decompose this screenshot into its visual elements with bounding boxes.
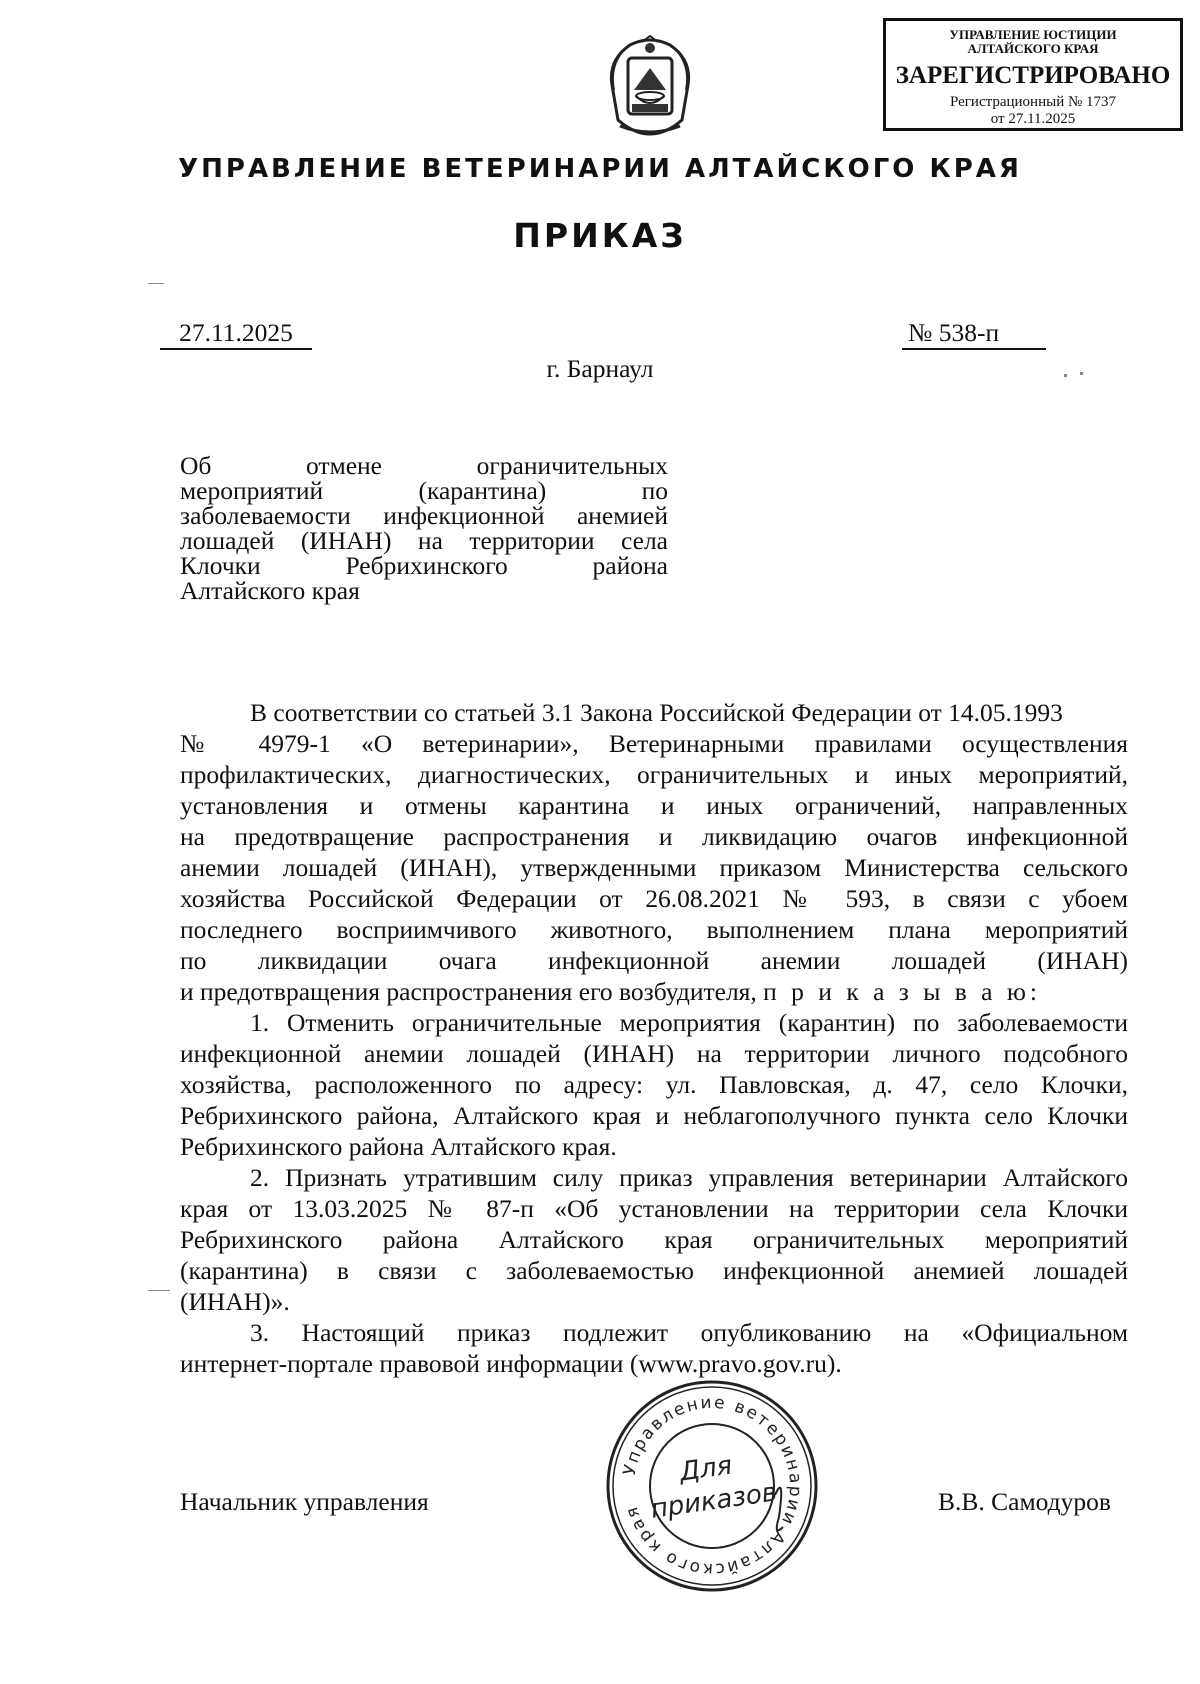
- item-2-line: края от 13.03.2025 № 87-п «Об установлении на территории села Клочки: [180, 1194, 1128, 1223]
- subject-line: мероприятий (карантина) по: [180, 476, 668, 505]
- document-date: 27.11.2025: [160, 318, 312, 350]
- official-seal: [603, 1377, 821, 1595]
- registration-stamp: [883, 18, 1183, 131]
- document-title: ПРИКАЗ: [513, 216, 687, 255]
- item-3-line: интернет-портале правовой информации (www.pravo.gov.ru).: [180, 1349, 842, 1378]
- stamp-line-2: АЛТАЙСКОГО КРАЯ: [967, 41, 1099, 56]
- stamp-reg-date: от 27.11.2025: [990, 111, 1076, 127]
- subject-line: Об отмене ограничительных: [180, 451, 668, 480]
- order-word: п р и к а з ы в а ю:: [763, 977, 1041, 1006]
- item-2-line: Ребрихинского района Алтайского края ограничительных мероприятий: [180, 1225, 1128, 1254]
- item-2-line: 2. Признать утратившим силу приказ управления ветеринарии Алтайского: [250, 1163, 1128, 1192]
- document-subject: [180, 453, 668, 603]
- document-body: [180, 698, 1128, 1380]
- stamp-reg-number: Регистрационный № 1737: [949, 94, 1117, 110]
- preamble-line: В соответствии со статьей 3.1 Закона Российской Федерации от 14.05.1993: [250, 698, 1063, 727]
- preamble-line: последнего восприимчивого животного, выполнением плана мероприятий: [180, 915, 1128, 944]
- subject-line: лошадей (ИНАН) на территории села: [180, 526, 668, 555]
- preamble-line: профилактических, диагностических, ограничительных и иных мероприятий,: [180, 760, 1128, 789]
- signature-name: В.В. Самодуров: [938, 1487, 1111, 1516]
- document-city: г. Барнаул: [546, 354, 654, 383]
- subject-line: заболеваемости инфекционной анемией: [180, 501, 668, 530]
- preamble-line: хозяйства Российской Федерации от 26.08.2021 № 593, в связи с убоем: [180, 884, 1128, 913]
- scan-mark: [148, 1290, 170, 1291]
- subject-line: Алтайского края: [180, 576, 360, 605]
- item-1-line: Ребрихинского района, Алтайского края и неблагополучного пункта село Клочки: [180, 1101, 1128, 1130]
- scan-mark: [1064, 374, 1067, 377]
- svg-text:Для: Для: [677, 1450, 735, 1488]
- item-1-line: 1. Отменить ограничительные мероприятия (карантин) по заболеваемости: [250, 1008, 1128, 1037]
- svg-text:приказов: приказов: [648, 1477, 779, 1525]
- preamble-line: по ликвидации очага инфекционной анемии лошадей (ИНАН): [180, 946, 1128, 975]
- subject-line: Клочки Ребрихинского района: [180, 551, 668, 580]
- scan-mark: [1080, 372, 1083, 375]
- preamble-line-text: и предотвращения распространения его возбудителя,: [180, 977, 757, 1006]
- item-1-line: хозяйства, расположенного по адресу: ул. Павловская, д. 47, село Клочки,: [180, 1070, 1128, 1099]
- item-2-line: (карантина) в связи с заболеваемостью инфекционной анемией лошадей: [180, 1256, 1128, 1285]
- document-number: [902, 318, 1046, 350]
- item-2-line: (ИНАН)».: [180, 1287, 290, 1316]
- signature-title: Начальник управления: [180, 1487, 429, 1516]
- stamp-status: ЗАРЕГИСТРИРОВАНО: [895, 62, 1171, 89]
- scan-mark: [148, 283, 164, 284]
- item-3-line: 3. Настоящий приказ подлежит опубликованию на «Официальном: [250, 1318, 1128, 1347]
- svg-text:Управление ветеринарии Алтайск: Управление ветеринарии Алтайского края: [619, 1392, 806, 1580]
- document-number-text: № 538-п: [908, 318, 1000, 347]
- preamble-line: [180, 977, 1128, 1008]
- organization-name: УПРАВЛЕНИЕ ВЕТЕРИНАРИИ АЛТАЙСКОГО КРАЯ: [178, 154, 1022, 184]
- preamble-line: на предотвращение распространения и ликвидацию очагов инфекционной: [180, 822, 1128, 851]
- preamble-line: № 4979-1 «О ветеринарии», Ветеринарными правилами осуществления: [180, 729, 1128, 758]
- preamble-line: установления и отмены карантина и иных ограничений, направленных: [180, 791, 1128, 820]
- item-1-line: инфекционной анемии лошадей (ИНАН) на территории личного подсобного: [180, 1039, 1128, 1068]
- coat-of-arms-icon: [590, 30, 710, 150]
- stamp-line-1: УПРАВЛЕНИЕ ЮСТИЦИИ: [949, 27, 1117, 42]
- preamble-line: анемии лошадей (ИНАН), утвержденными приказом Министерства сельского: [180, 853, 1128, 882]
- item-1-line: Ребрихинского района Алтайского края.: [180, 1132, 617, 1161]
